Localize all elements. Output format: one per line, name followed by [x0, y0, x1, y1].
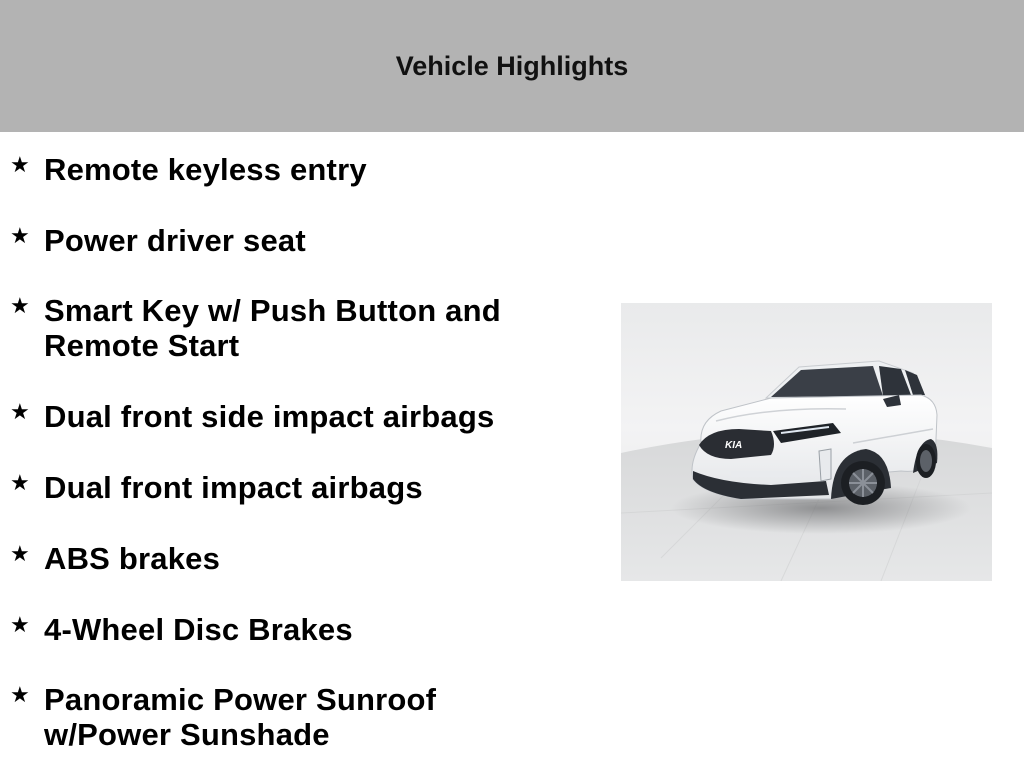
feature-item: [10, 293, 570, 363]
feature-text: Smart Key w/ Push Button and Remote Start: [44, 293, 501, 363]
star-icon: ★: [10, 224, 30, 249]
feature-item: [10, 223, 570, 258]
page-title: Vehicle Highlights: [395, 50, 629, 81]
star-icon: ★: [10, 294, 30, 319]
star-icon: ★: [10, 153, 30, 178]
suv-image: [621, 303, 992, 581]
svg-text:KIA: KIA: [725, 440, 743, 451]
feature-item: [10, 682, 570, 752]
feature-item: [10, 152, 570, 187]
feature-item: [10, 541, 570, 576]
feature-text: Remote keyless entry: [44, 152, 367, 187]
star-icon: ★: [10, 683, 30, 708]
vehicle-photo: [621, 303, 992, 581]
feature-item: [10, 470, 570, 505]
feature-text: Dual front side impact airbags: [44, 399, 495, 434]
feature-text: ABS brakes: [44, 541, 221, 576]
star-icon: ★: [10, 400, 30, 425]
star-icon: ★: [10, 471, 30, 496]
feature-item: [10, 399, 570, 434]
feature-text: 4-Wheel Disc Brakes: [44, 612, 353, 647]
feature-text: Dual front impact airbags: [44, 470, 423, 505]
star-icon: ★: [10, 542, 30, 567]
feature-item: [10, 612, 570, 647]
star-icon: ★: [10, 613, 30, 638]
feature-text: Power driver seat: [44, 223, 306, 258]
feature-text: Panoramic Power Sunroof w/Power Sunshade: [44, 682, 437, 752]
